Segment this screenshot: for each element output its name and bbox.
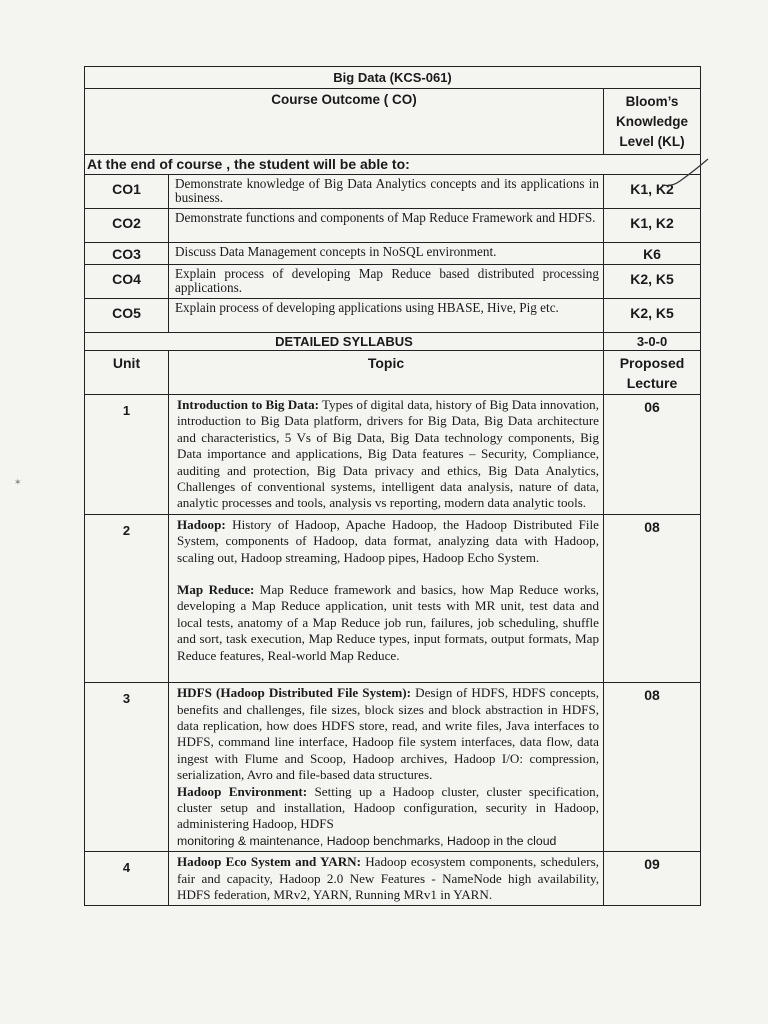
topic-text: Types of digital data, history of Big Data innovation, introduction to Big Data platform, drivers for Big Data, Big Data architecture and characteristics, 5 Vs of Big Data, Big Data technology components, Big Data importance and applications, Big Data features – Security, Compliance, auditing and protection, Big Data privacy and ethics, Big Data Analytics, Challenges of conventional systems, intelligent data analysis, nature of data, analytic processes and tools, analysis vs reporting, modern data analytic tools. [177, 397, 599, 511]
unit-number: 3 [85, 683, 169, 852]
credits-label: 3-0-0 [604, 333, 701, 351]
document-title: Big Data (KCS-061) [85, 67, 701, 89]
syllabus-heading-row [85, 333, 701, 351]
syllabus-document [84, 66, 700, 906]
detailed-syllabus-heading: DETAILED SYLLABUS [85, 333, 604, 351]
co-description: Explain process of developing Map Reduce based distributed processing applications. [169, 265, 604, 299]
topic-text: Hadoop ecosystem components, schedulers, fair and capacity, Hadoop 2.0 New Features - NameNode high availability, HDFS federation, MRv2, YARN, Running MRv1 in YARN. [177, 854, 599, 902]
unit-lectures: 08 [604, 514, 701, 682]
topic-paragraph [177, 854, 599, 903]
topic-title: Hadoop Eco System and YARN: [177, 854, 361, 870]
course-outcome-heading: Course Outcome ( CO) [85, 89, 604, 155]
co-knowledge-level: K2, K5 [604, 299, 701, 333]
unit-topics [169, 514, 604, 682]
blooms-level-heading [604, 89, 701, 155]
co-id: CO5 [85, 299, 169, 333]
topic-text: Map Reduce framework and basics, how Map Reduce works, developing a Map Reduce application, unit tests with MR unit, test data and local tests, anatomy of a Map Reduce job run, failures, job scheduling, shuffle and sort, task execution, Map Reduce types, input formats, output formats, Map Reduce features, Real-world Map Reduce. [177, 582, 599, 663]
unit-number: 2 [85, 514, 169, 682]
topic-title: Hadoop Environment: [177, 783, 308, 799]
topic-text: Design of HDFS, HDFS concepts, benefits and challenges, file sizes, block sizes and block abstraction in HDFS, data replication, how does HDFS store, read, and write files, Java interfaces to HDFS, command line interface, Hadoop file system interfaces, data flow, data ingest with Flume and Scoop, Hadoop archives, Hadoop I/O: compression, serialization, Avro and file-based data structures. [177, 685, 599, 783]
co-row [85, 299, 701, 333]
pen-tick-mark [660, 157, 710, 197]
co-id: CO4 [85, 265, 169, 299]
co-id: CO3 [85, 243, 169, 265]
unit-column-header: Unit [85, 351, 169, 395]
topic-paragraph [177, 784, 599, 833]
co-knowledge-level: K1, K2 [604, 209, 701, 243]
topic-title: Map Reduce: [177, 582, 255, 598]
unit-row [85, 514, 701, 682]
topic-paragraph [177, 685, 599, 783]
co-row [85, 209, 701, 243]
co-knowledge-level: K2, K5 [604, 265, 701, 299]
intro-row [85, 155, 701, 175]
outcome-header-row [85, 89, 701, 155]
topic-title: HDFS (Hadoop Distributed File System): [177, 685, 412, 701]
unit-row [85, 683, 701, 852]
unit-topics [169, 852, 604, 906]
intro-statement: At the end of course , the student will be able to: [85, 155, 701, 175]
lecture-header-line-2: Lecture [626, 375, 678, 391]
syllabus-table [84, 66, 701, 906]
co-description: Demonstrate functions and components of Map Reduce Framework and HDFS. [169, 209, 604, 243]
lecture-column-header [604, 351, 701, 395]
topic-text: History of Hadoop, Apache Hadoop, the Hadoop Distributed File System, components of Hadoop, data format, analyzing data with Hadoop, scaling out, Hadoop streaming, Hadoop pipes, Hadoop Echo System. [177, 516, 599, 565]
co-row [85, 175, 701, 209]
blooms-line-3: Level (KL) [619, 134, 685, 149]
syllabus-columns-row [85, 351, 701, 395]
topic-paragraph [177, 397, 599, 512]
unit-lectures: 09 [604, 852, 701, 906]
scan-speck: ✶ [14, 478, 22, 488]
topic-text: Setting up a Hadoop cluster, cluster specification, cluster setup and installation, Hadoop configuration, security in Hadoop, administering Hadoop, HDFS [177, 783, 599, 832]
co-id: CO1 [85, 175, 169, 209]
unit-topics [169, 395, 604, 515]
blooms-line-2: Knowledge [616, 114, 689, 129]
co-description: Demonstrate knowledge of Big Data Analytics concepts and its applications in business. [169, 175, 604, 209]
co-row [85, 265, 701, 299]
topic-title: Introduction to Big Data: [177, 397, 319, 412]
co-description: Discuss Data Management concepts in NoSQL environment. [169, 243, 604, 265]
co-description: Explain process of developing applications using HBASE, Hive, Pig etc. [169, 299, 604, 333]
unit-lectures: 08 [604, 683, 701, 852]
unit-number: 1 [85, 395, 169, 515]
topic-paragraph [177, 582, 599, 664]
topic-continuation: monitoring & maintenance, Hadoop benchmarks, Hadoop in the cloud [177, 833, 557, 848]
topic-column-header: Topic [169, 351, 604, 395]
co-knowledge-level: K6 [604, 243, 701, 265]
co-knowledge-level: K1, K2 [604, 175, 701, 209]
topic-paragraph [177, 517, 599, 566]
unit-row [85, 395, 701, 515]
lecture-header-line-1: Proposed [619, 355, 685, 371]
title-row [85, 67, 701, 89]
unit-row [85, 852, 701, 906]
topic-title: Hadoop: [177, 516, 226, 532]
co-row [85, 243, 701, 265]
blooms-line-1: Bloom’s [625, 94, 679, 109]
unit-number: 4 [85, 852, 169, 906]
unit-lectures: 06 [604, 395, 701, 515]
unit-topics [169, 683, 604, 852]
co-id: CO2 [85, 209, 169, 243]
